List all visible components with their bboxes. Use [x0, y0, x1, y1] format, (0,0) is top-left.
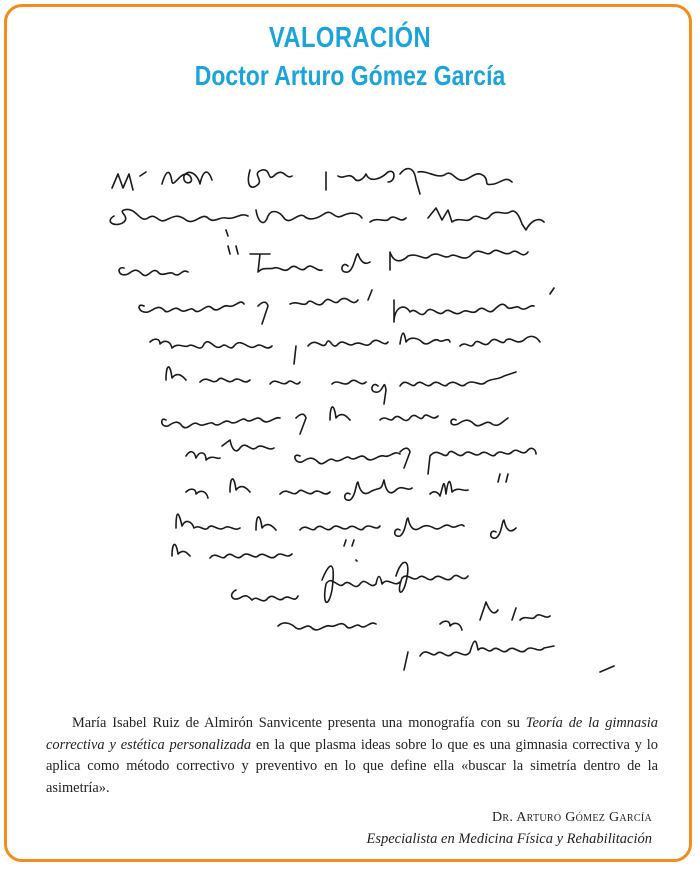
summary-text-part1: María Isabel Ruiz de Almirón Sanvicente presenta una monografía con su	[72, 715, 526, 731]
signature-title: Especialista en Medicina Física y Rehabilitación	[366, 831, 652, 847]
handwritten-letter-image	[100, 150, 620, 690]
page-title: VALORACIÓN	[268, 22, 432, 54]
summary-paragraph	[46, 713, 658, 799]
page-subtitle: Doctor Arturo Gómez García	[194, 60, 506, 91]
summary-text-part2: en la que plasma ideas sobre lo que es una gimnasia correctiva y lo aplica como método correctivo y preventivo en lo que define ella «buscar la simetría dentro de la asimetría».	[46, 736, 658, 796]
signature-name: Dr. Arturo Gómez García	[492, 810, 652, 825]
summary-work-title: Teoría de la gimnasia correctiva y estética personalizada	[46, 715, 658, 753]
